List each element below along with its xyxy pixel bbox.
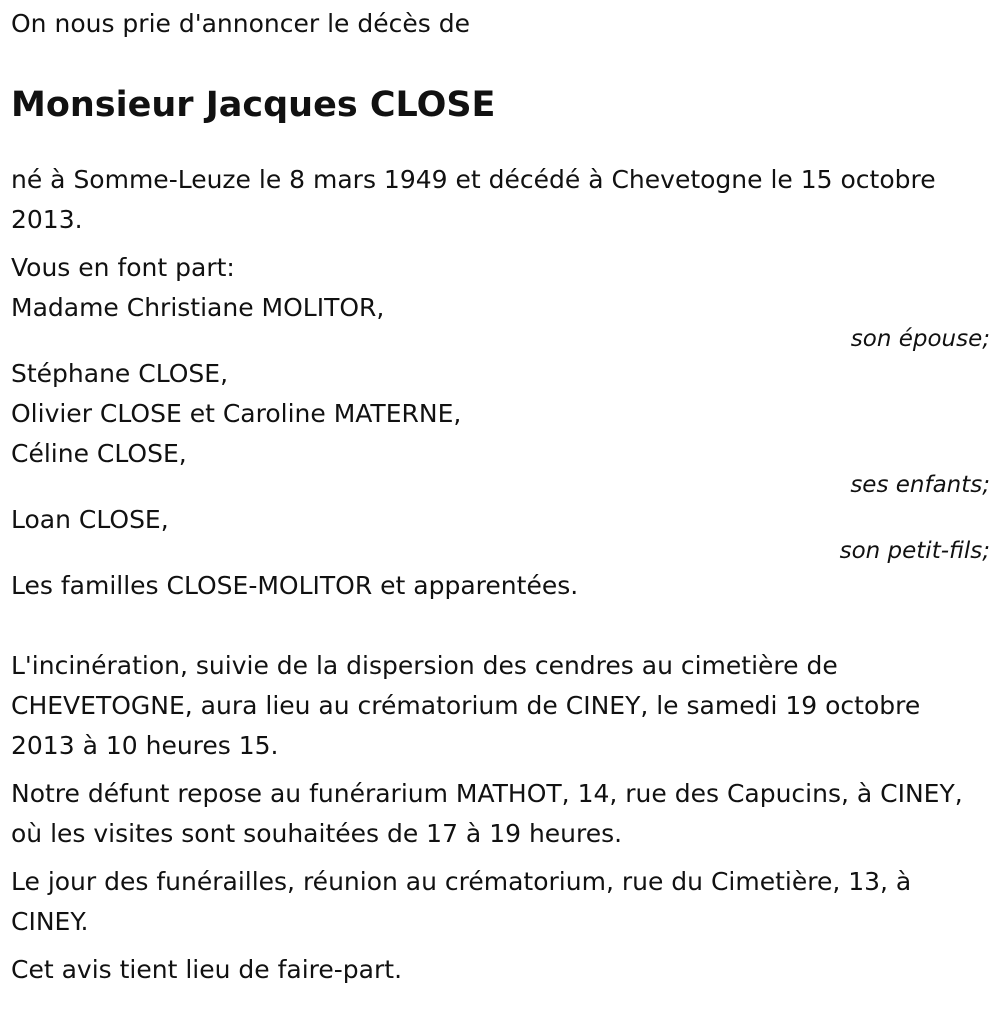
meeting-text: Le jour des funérailles, réunion au crématorium, rue du Cimetière, 13, à CINEY. [11, 867, 912, 936]
family-list [11, 248, 990, 606]
child-name: Céline CLOSE, [11, 439, 187, 468]
birth-death-text: né à Somme-Leuze le 8 mars 1949 et décédé à Chevetogne le 15 octobre 2013. [11, 165, 936, 234]
child-name: Olivier CLOSE et Caroline MATERNE, [11, 399, 462, 428]
families-text: Les familles CLOSE-MOLITOR et apparentées. [11, 571, 579, 600]
grandchild-role: son petit-fils; [839, 538, 990, 564]
cremation-text: L'incinération, suivie de la dispersion des cendres au cimetière de CHEVETOGNE, aura lieu au crématorium de CINEY, le samedi 19 octobre 2013 à 10 heures 15. [11, 651, 921, 760]
closing-text: Cet avis tient lieu de faire-part. [11, 955, 403, 984]
child-name: Stéphane CLOSE, [11, 359, 229, 388]
grandchild-name: Loan CLOSE, [11, 505, 169, 534]
children-role: ses enfants; [850, 472, 990, 498]
spouse-name: Madame Christiane MOLITOR, [11, 293, 385, 322]
funerarium-text: Notre défunt repose au funérarium MATHOT, 14, rue des Capucins, à CINEY, où les visites sont souhaitées de 17 à 19 heures. [11, 779, 963, 848]
intro-text: On nous prie d'annoncer le décès de [11, 9, 470, 38]
announce-text: Vous en font part: [11, 253, 235, 282]
deceased-name: Monsieur Jacques CLOSE [11, 85, 496, 125]
spouse-role: son épouse; [850, 326, 990, 352]
